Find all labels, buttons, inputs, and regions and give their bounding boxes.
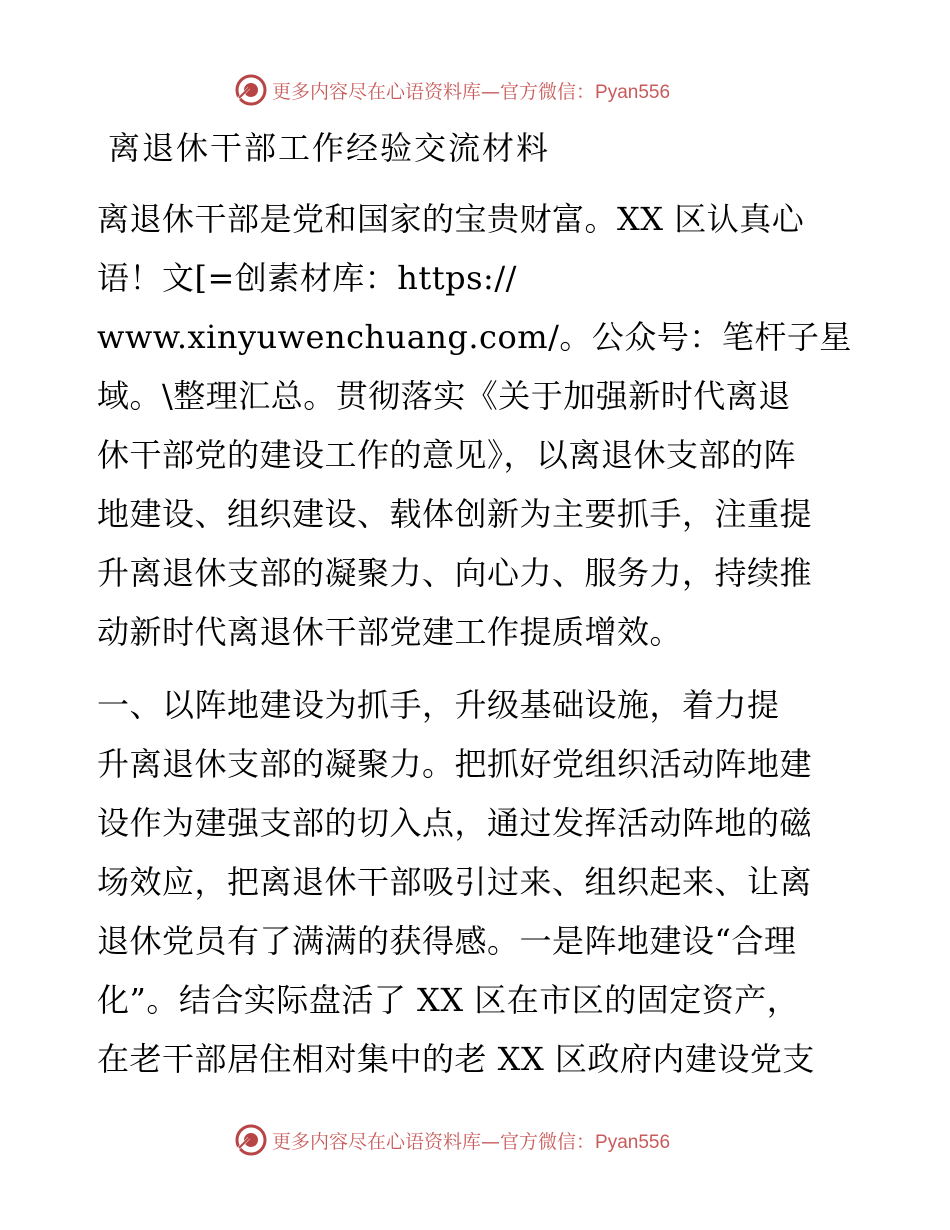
text-line: 化”。结合实际盘活了 XX 区在市区的固定资产， [97,981,800,1019]
watermark-banner-bottom [234,1120,670,1160]
text-line: 一、以阵地建设为抓手，升级基础设施，着力提 [97,686,780,724]
seal-logo-icon [234,73,268,107]
text-line: 退休党员有了满满的获得感。一是阵地建设“合理 [97,922,797,960]
paragraph-intro [97,190,857,662]
text-line: 设作为建强支部的切入点，通过发挥活动阵地的磁 [97,804,813,842]
text-line: 离退休干部是党和国家的宝贵财富。XX 区认真心 [97,200,805,238]
text-line: 升离退休支部的凝聚力、向心力、服务力，持续推 [97,554,813,592]
text-line: www.xinyuwenchuang.com/。公众号：笔杆子星 [97,318,852,356]
text-line: 在老干部居住相对集中的老 XX 区政府内建设党支 [97,1040,815,1078]
wechat-id: Pyan556 [595,1131,671,1153]
watermark-text: 更多内容尽在心语资料库—官方微信：Pyan556 [272,80,671,103]
text-line: 动新时代离退休干部党建工作提质增效。 [97,613,683,651]
watermark-text: 更多内容尽在心语资料库—官方微信：Pyan556 [272,1130,671,1153]
text-line: 域。\整理汇总。贯彻落实《关于加强新时代离退 [97,377,791,415]
paragraph-section-one [97,676,857,1089]
document-title: 离退休干部工作经验交流材料 [108,129,551,167]
seal-logo-icon [234,1123,268,1157]
text-line: 场效应，把离退休干部吸引过来、组织起来、让离 [97,863,813,901]
text-line: 语！文[=创素材库：https:// [97,259,517,297]
text-line: 升离退休支部的凝聚力。把抓好党组织活动阵地建 [97,745,813,783]
text-line: 休干部党的建设工作的意见》，以离退休支部的阵 [97,436,797,474]
text-line: 地建设、组织建设、载体创新为主要抓手，注重提 [97,495,813,533]
wechat-id: Pyan556 [595,81,671,103]
watermark-banner-top [234,70,670,110]
